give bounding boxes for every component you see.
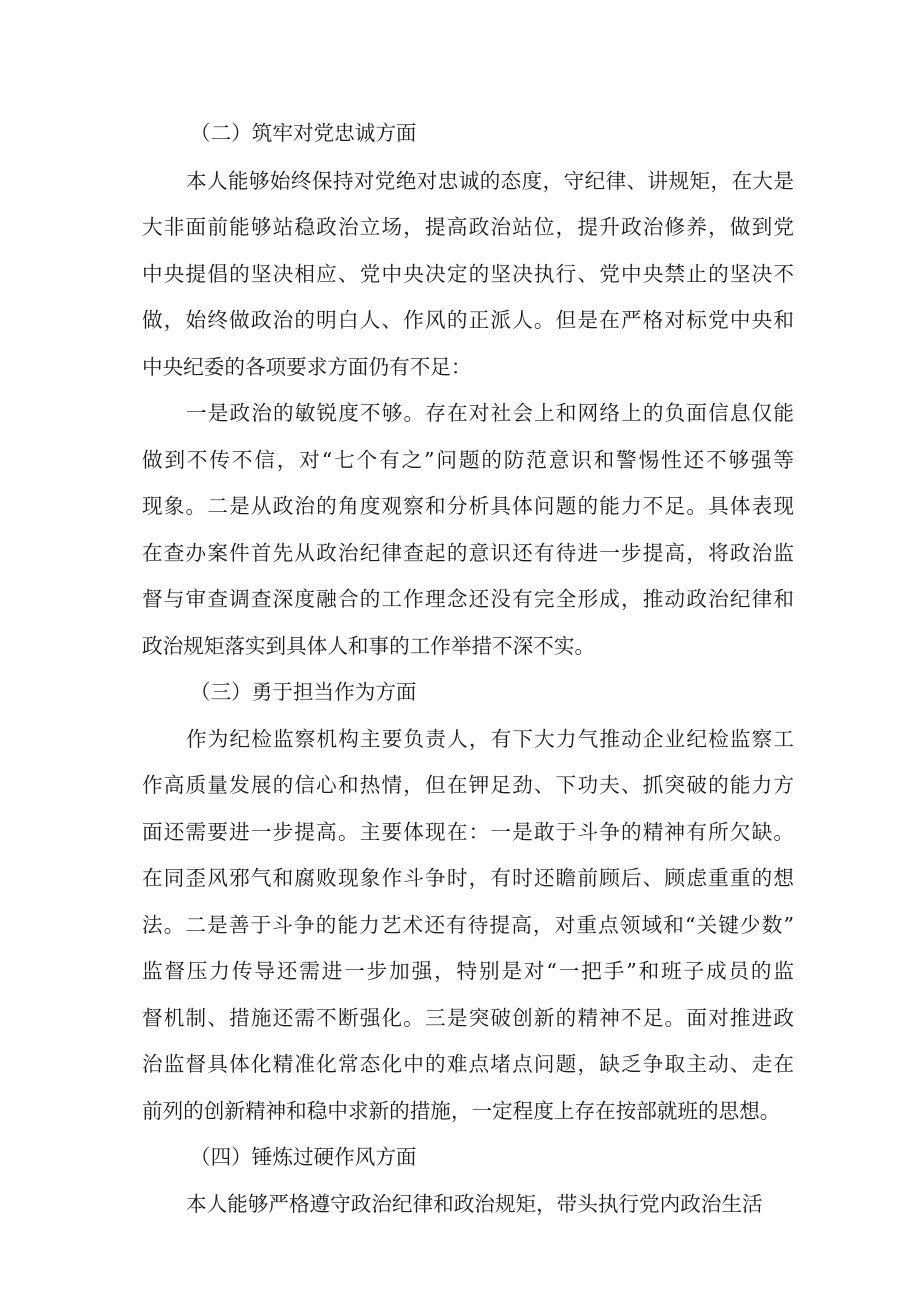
paragraph-line: 大非面前能够站稳政治立场，提高政治站位，提升政治修养，做到党 — [142, 215, 794, 239]
section-heading-2: （二）筑牢对党忠诚方面 — [190, 121, 417, 145]
paragraph-line: 本人能够始终保持对党绝对忠诚的态度，守纪律、讲规矩，在大是 — [186, 169, 794, 193]
paragraph-line: 作高质量发展的信心和热情，但在钾足劲、下功夫、抓突破的能力方 — [142, 773, 794, 797]
paragraph-line: 在同歪风邪气和腐败现象作斗争时，有时还瞻前顾后、顾虑重重的想 — [142, 866, 794, 890]
paragraph-line: 现象。二是从政治的角度观察和分析具体问题的能力不足。具体表现 — [142, 494, 794, 518]
paragraph-line: 督机制、措施还需不断强化。三是突破创新的精神不足。面对推进政 — [142, 1006, 794, 1030]
paragraph-line: 治监督具体化精准化常态化中的难点堵点问题，缺乏争取主动、走在 — [142, 1052, 794, 1076]
paragraph-line: 一是政治的敏锐度不够。存在对社会上和网络上的负面信息仅能 — [186, 401, 794, 425]
paragraph-line: 政治规矩落实到具体人和事的工作举措不深不实。 — [142, 634, 596, 658]
paragraph-line: 中央纪委的各项要求方面仍有不足： — [142, 355, 472, 379]
paragraph-line: 中央提倡的坚决相应、党中央决定的坚决执行、党中央禁止的坚决不 — [142, 262, 794, 286]
paragraph-line: 做到不传不信，对“七个有之”问题的防范意识和警惕性还不够强等 — [142, 448, 794, 472]
paragraph-line: 面还需要进一步提高。主要体现在：一是敢于斗争的精神有所欠缺。 — [142, 820, 794, 844]
section-heading-3: （三）勇于担当作为方面 — [190, 680, 417, 704]
paragraph-line: 做，始终做政治的明白人、作风的正派人。但是在严格对标党中央和 — [142, 308, 794, 332]
paragraph-line: 监督压力传导还需进一步加强，特别是对“一把手”和班子成员的监 — [142, 959, 794, 983]
section-heading-4: （四）锤炼过硬作风方面 — [190, 1145, 417, 1169]
paragraph-line: 法。二是善于斗争的能力艺术还有待提高，对重点领域和“关键少数” — [142, 913, 794, 937]
paragraph-line: 在查办案件首先从政治纪律查起的意识还有待进一步提高，将政治监 — [142, 541, 794, 565]
paragraph-line: 督与审查调查深度融合的工作理念还没有完全形成，推动政治纪律和 — [142, 587, 794, 611]
paragraph-line: 前列的创新精神和稳中求新的措施，一定程度上存在按部就班的思想。 — [142, 1099, 781, 1123]
paragraph-line: 作为纪检监察机构主要负责人，有下大力气推动企业纪检监察工 — [186, 727, 794, 751]
paragraph-line: 本人能够严格遵守政治纪律和政治规矩，带头执行党内政治生活 — [186, 1192, 763, 1216]
